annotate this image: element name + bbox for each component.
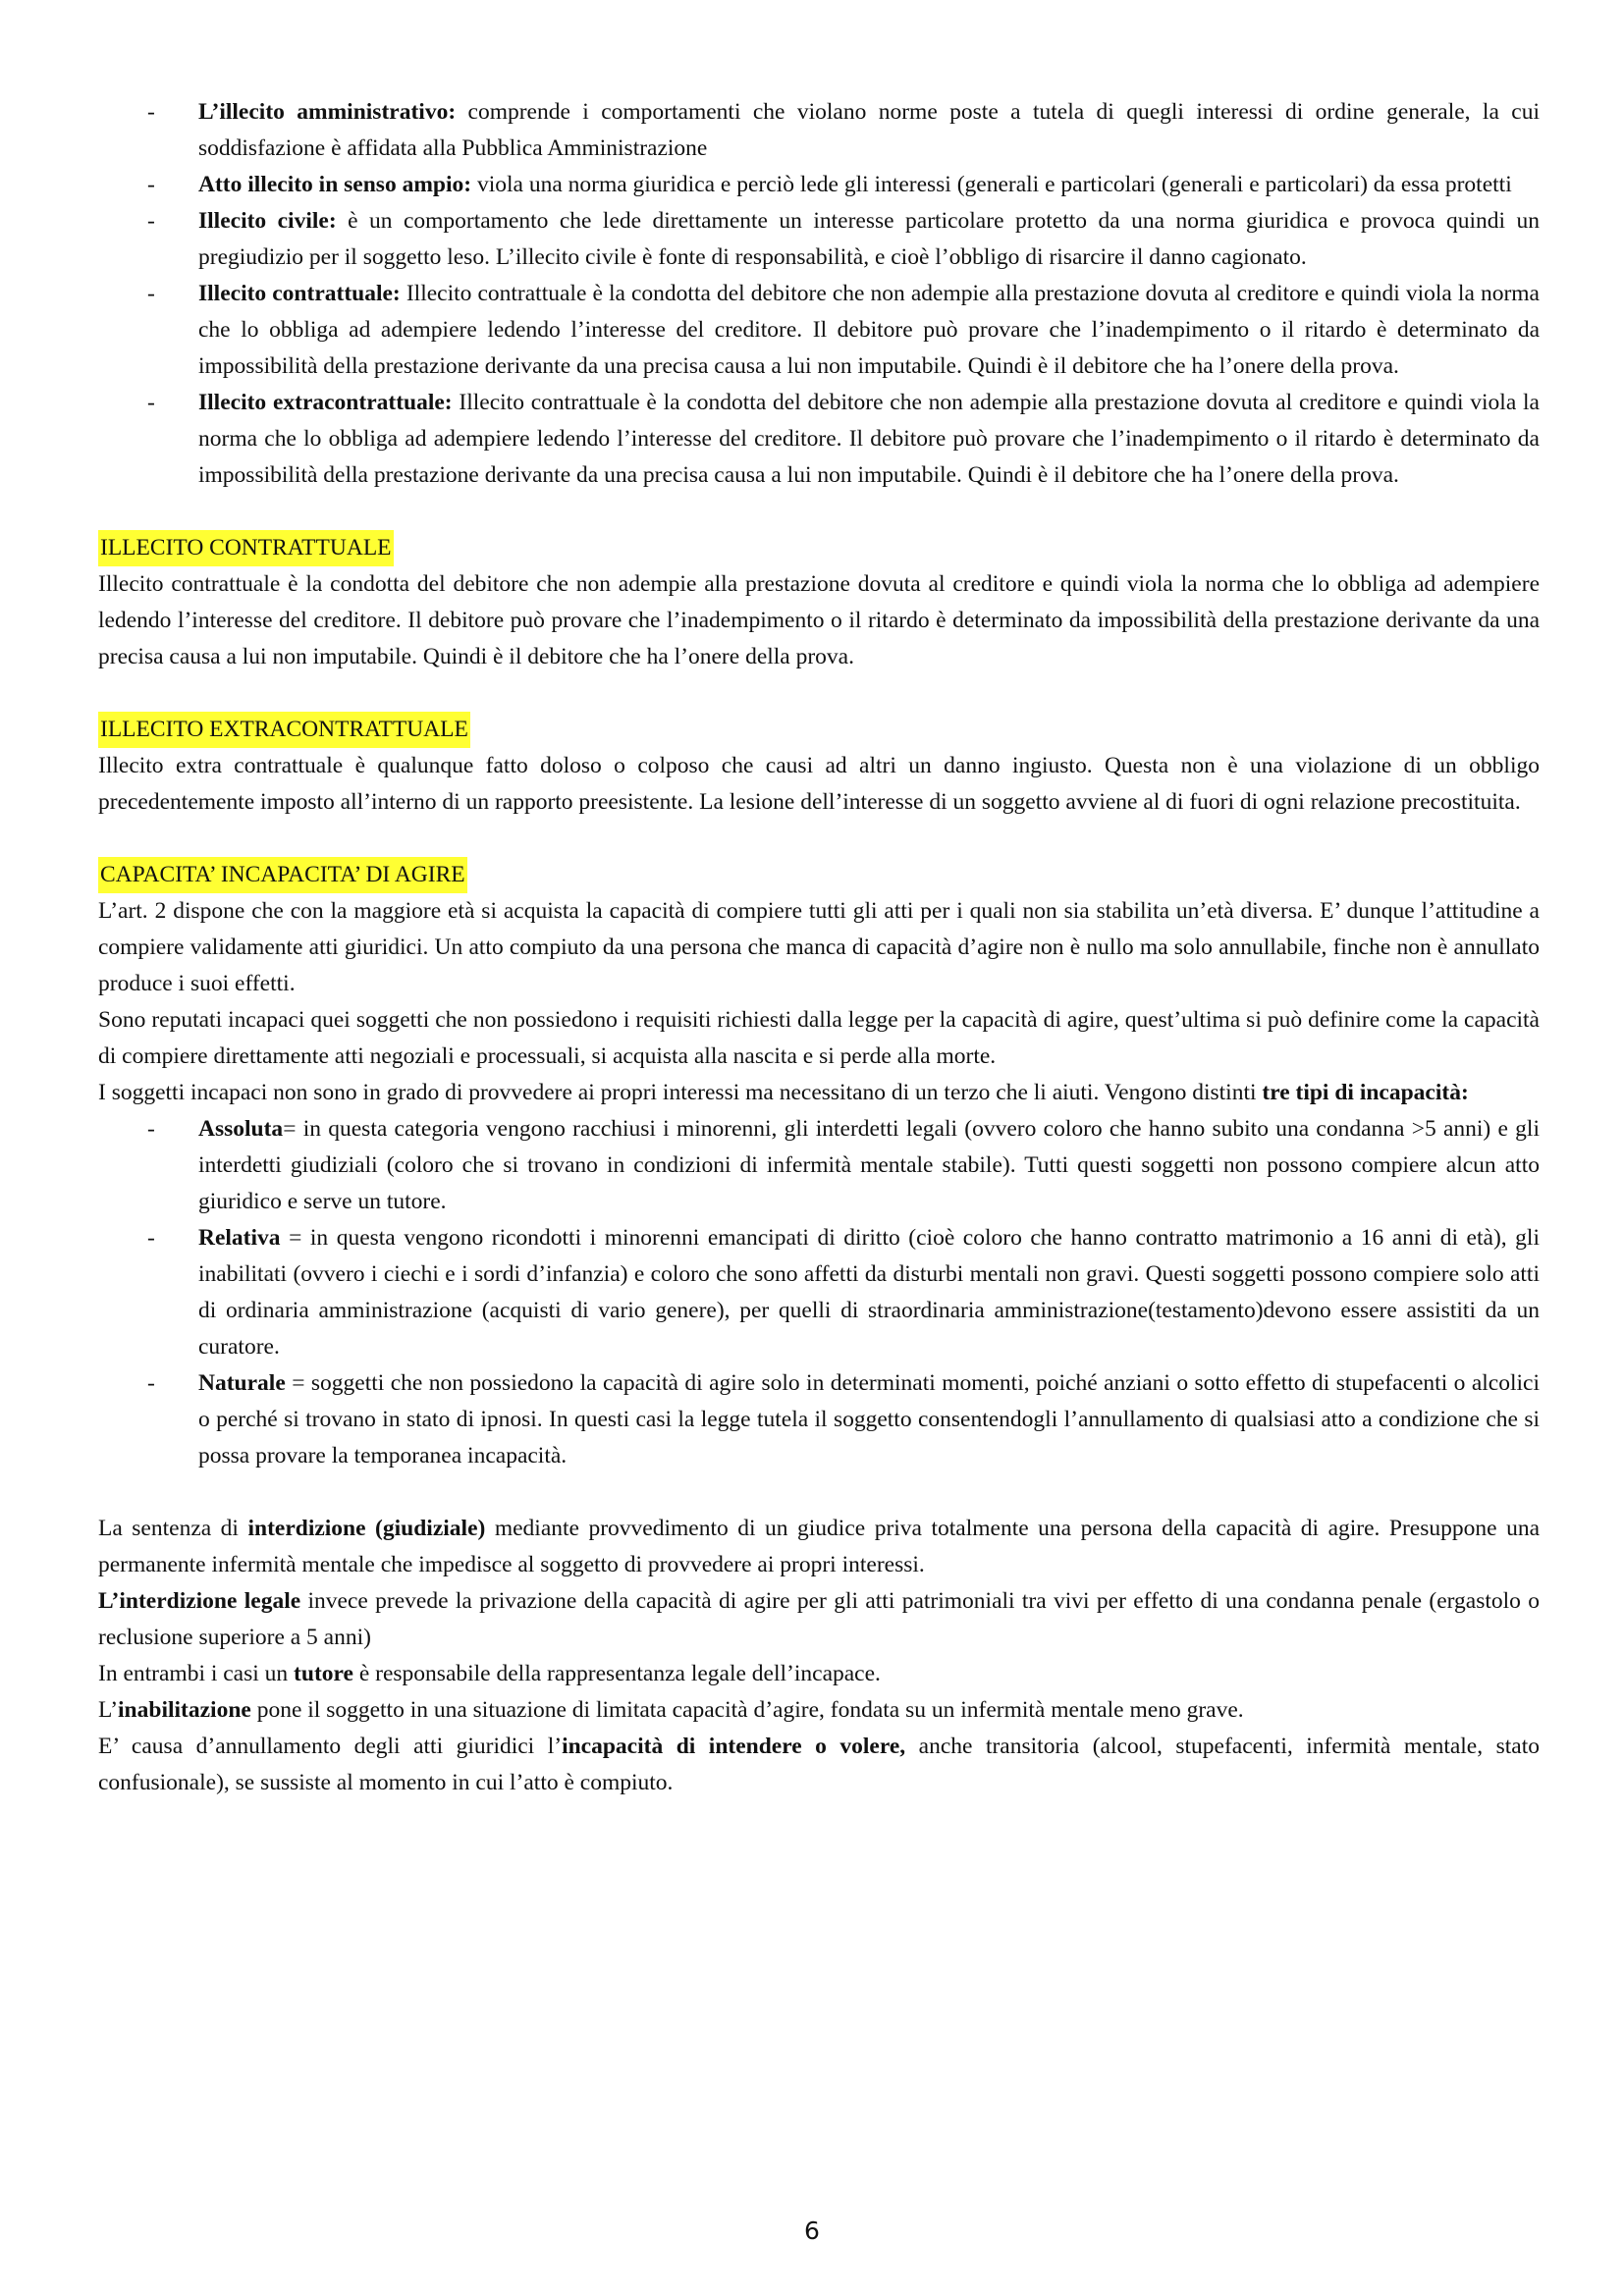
highlighted-heading: CAPACITA’ INCAPACITA’ DI AGIRE [98,857,467,893]
list-item [98,94,1540,167]
document-page [98,94,1540,1801]
list-term: Assoluta [198,1116,284,1142]
paragraph-text: è responsabile della rappresentanza legale dell’incapace. [352,1661,881,1686]
paragraph-text: anche transitoria (alcool, stupefacenti, infermità mentale, stato confusionale), se sussiste al momento in cui l’atto è compiuto. [98,1734,1540,1795]
bold-term: tutore [294,1661,353,1686]
section-heading-capacita [98,857,1540,893]
section-heading-contrattuale [98,530,1540,566]
closing-paragraph-3 [98,1656,1540,1692]
list-text: Illecito contrattuale è la condotta del debitore che non adempie alla prestazione dovuta al creditore e quindi viola la norma che lo obbliga ad adempiere ledendo l’interesse del creditore. Il debitore può provare che l’inadempimento o il ritardo è determinato da impossibilità della prestazione derivante da una precisa causa a lui non imputabile. Quindi è il debitore che ha l’onere della prova. [198,390,1540,488]
list-term: Naturale [198,1370,286,1396]
spacer [98,1474,1540,1511]
capacita-paragraph-2: Sono reputati incapaci quei soggetti che non possiedono i requisiti richiesti dalla legge per la capacità di agire, quest’ultima si può definire come la capacità di compiere direttamente atti negoziali e processuali, si acquista alla nascita e si perde alla morte. [98,1007,1540,1069]
paragraph-text: In entrambi i casi un [98,1661,295,1686]
list-term: L’illecito amministrativo: [198,99,457,125]
paragraph-text: invece prevede la privazione della capacità di agire per gli atti patrimoniali tra vivi per effetto di una condanna penale (ergastolo o reclusione superiore a 5 anni) [98,1588,1540,1650]
list-text: = soggetti che non possiedono la capacità di agire solo in determinati momenti, poiché anziani o sotto effetto di stupefacenti o alcolici o perché si trovano in stato di ipnosi. In questi casi la legge tutela il soggetto consentendogli l’annullamento di qualsiasi atto a condizione che si possa provare la temporanea incapacità. [198,1370,1540,1468]
list-term: Illecito contrattuale: [198,281,401,306]
list-dash: - [147,390,155,415]
list-term: Relativa [198,1225,281,1251]
closing-paragraph-4 [98,1692,1540,1729]
list-text: comprende i comportamenti che violano norme poste a tutela di quegli interessi di ordine generale, la cui soddisfazione è affidata alla Pubblica Amministrazione [198,99,1540,161]
highlighted-heading: ILLECITO EXTRACONTRATTUALE [98,712,470,748]
list-item [98,1365,1540,1474]
paragraph-text: E’ causa d’annullamento degli atti giuridici l’ [98,1734,563,1759]
list-dash: - [147,1116,155,1142]
bold-term: incapacità di intendere o volere, [562,1734,906,1759]
list-term: Illecito extracontrattuale: [198,390,453,415]
list-item [98,385,1540,494]
bold-term: L’interdizione legale [98,1588,301,1614]
paragraph-text: L’ [98,1697,119,1723]
capacita-paragraph-3 [98,1075,1540,1111]
highlighted-heading: ILLECITO CONTRATTUALE [98,530,394,566]
closing-paragraph-1 [98,1511,1540,1583]
list-item [98,1220,1540,1365]
list-item [98,276,1540,385]
capacita-paragraph-1: L’art. 2 dispone che con la maggiore età si acquista la capacità di compiere tutti gli atti per i quali non sia stabilita un’età diversa. E’ dunque l’attitudine a compiere validamente atti giuridici. Un atto compiuto da una persona che manca di capacità d’agire non è nullo ma solo annullabile, finche non è annullato produce i suoi effetti. [98,898,1540,996]
spacer [98,494,1540,530]
list-dash: - [147,208,155,234]
section-text-contrattuale: Illecito contrattuale è la condotta del debitore che non adempie alla prestazione dovuta al creditore e quindi viola la norma che lo obbliga ad adempiere ledendo l’interesse del creditore. Il debitore può provare che l’inadempimento o il ritardo è determinato da impossibilità della prestazione derivante da una precisa causa a lui non imputabile. Quindi è il debitore che ha l’onere della prova. [98,571,1540,669]
list-dash: - [147,172,155,197]
bold-term: interdizione (giudiziale) [247,1516,486,1541]
paragraph-text: pone il soggetto in una situazione di limitata capacità d’agire, fondata su un infermità mentale meno grave. [250,1697,1244,1723]
paragraph-text: La sentenza di [98,1516,248,1541]
spacer [98,675,1540,712]
list-item [98,1111,1540,1220]
list-dash: - [147,1225,155,1251]
list-text: = in questa categoria vengono racchiusi i minorenni, gli interdetti legali (ovvero coloro che hanno subito una condanna >5 anni) e gli interdetti giudiziali (coloro che si trovano in condizioni di infermità mentale stabile). Tutti questi soggetti non possono compiere alcun atto giuridico e serve un tutore. [198,1116,1540,1214]
section-heading-extracontrattuale [98,712,1540,748]
list-dash: - [147,99,155,125]
illecito-types-list [98,94,1540,494]
list-dash: - [147,281,155,306]
list-text: Illecito contrattuale è la condotta del debitore che non adempie alla prestazione dovuta al creditore e quindi viola la norma che lo obbliga ad adempiere ledendo l’interesse del creditore. Il debitore può provare che l’inadempimento o il ritardo è determinato da impossibilità della prestazione derivante da una precisa causa a lui non imputabile. Quindi è il debitore che ha l’onere della prova. [198,281,1540,379]
list-dash: - [147,1370,155,1396]
incapacity-types-list [98,1111,1540,1474]
paragraph-text: I soggetti incapaci non sono in grado di provvedere ai propri interessi ma necessitano di un terzo che li aiuti. Vengono distinti [98,1080,1263,1105]
spacer [98,821,1540,857]
list-term: Atto illecito in senso ampio: [198,172,472,197]
closing-paragraph-2 [98,1583,1540,1656]
list-item [98,203,1540,276]
list-text: viola una norma giuridica e perciò lede gli interessi (generali e particolari (generali e particolari) da essa protetti [471,172,1512,197]
section-text-extracontrattuale: Illecito extra contrattuale è qualunque fatto doloso o colposo che causi ad altri un danno ingiusto. Questa non è una violazione di un obbligo precedentemente imposto all’interno di un rapporto preesistente. La lesione dell’interesse di un soggetto avviene al di fuori di ogni relazione precostituita. [98,753,1540,815]
list-item [98,167,1540,203]
closing-paragraph-5 [98,1729,1540,1801]
bold-term: tre tipi di incapacità: [1262,1080,1469,1105]
paragraph-text: mediante provvedimento di un giudice priva totalmente una persona della capacità di agire. Presuppone una permanente infermità mentale che impedisce al soggetto di provvedere ai propri interessi. [98,1516,1540,1577]
list-text: è un comportamento che lede direttamente un interesse particolare protetto da una norma giuridica e provoca quindi un pregiudizio per il soggetto leso. L’illecito civile è fonte di responsabilità, e cioè l’obbligo di risarcire il danno cagionato. [198,208,1540,270]
bold-term: inabilitazione [118,1697,251,1723]
page-number: 6 [804,2216,820,2245]
list-text: = in questa vengono ricondotti i minorenni emancipati di diritto (cioè coloro che hanno contratto matrimonio a 16 anni di età), gli inabilitati (ovvero i ciechi e i sordi d’infanzia) e coloro che sono affetti da disturbi mentali non gravi. Questi soggetti possono compiere solo atti di ordinaria amministrazione (acquisti di vario genere), per quelli di straordinaria amministrazione(testamento)devono essere assistiti da un curatore. [198,1225,1540,1360]
list-term: Illecito civile: [198,208,337,234]
